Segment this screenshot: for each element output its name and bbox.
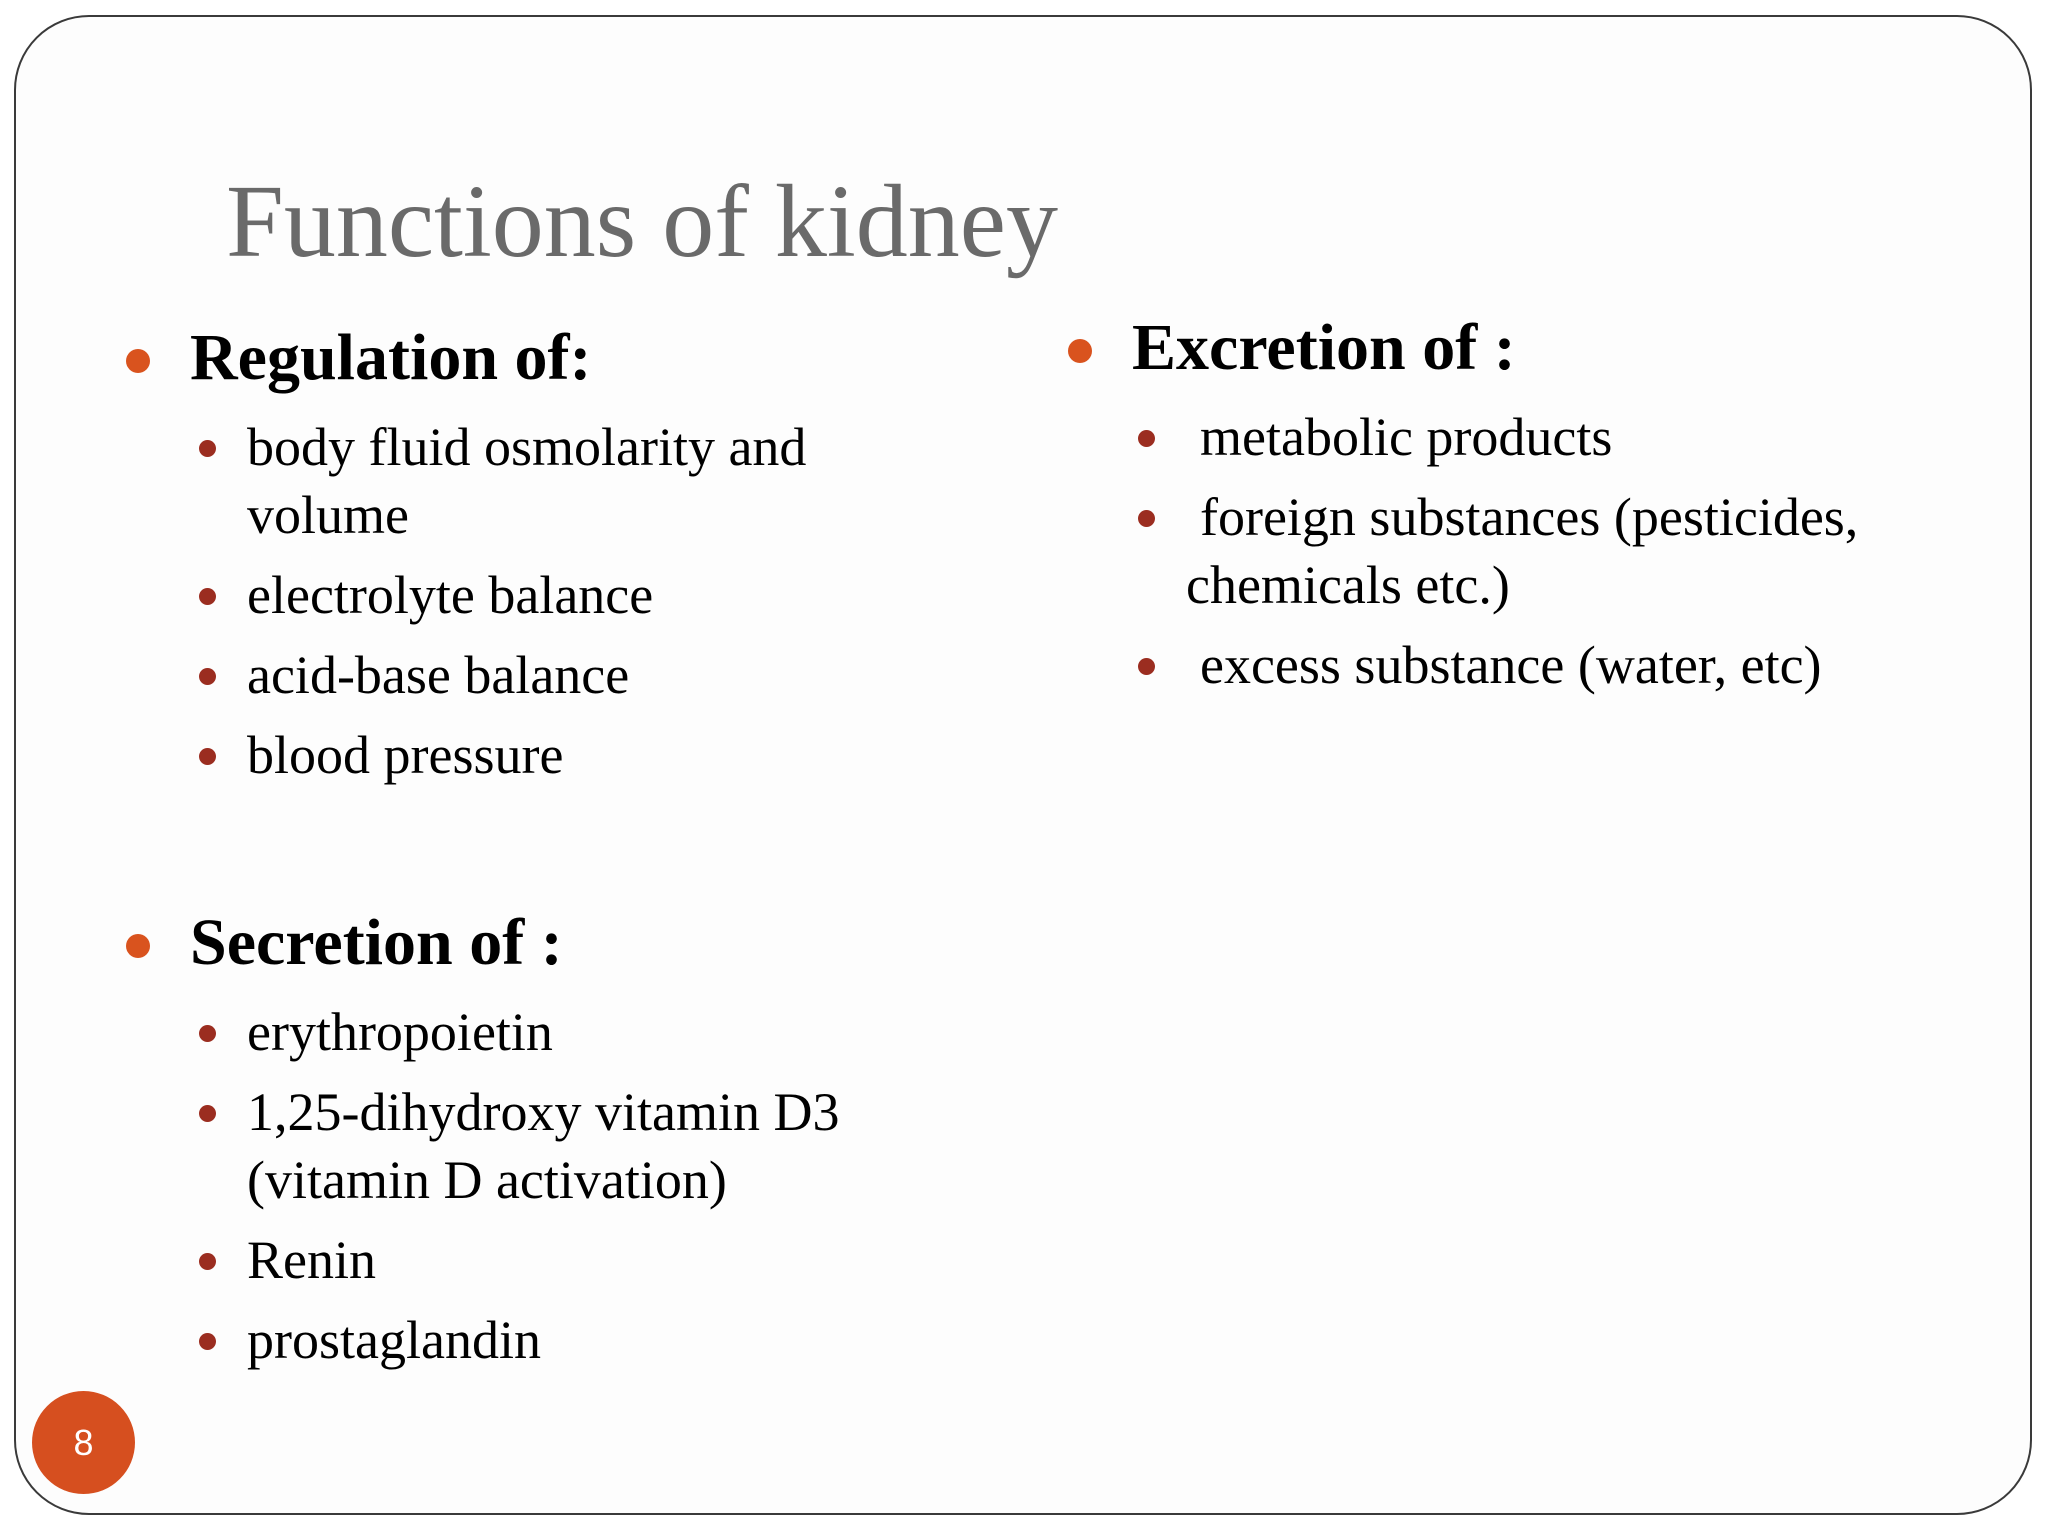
page-number-badge: 8 bbox=[32, 1391, 135, 1494]
excretion-list bbox=[1138, 403, 1858, 699]
list-item: foreign substances (pesticides, chemicals etc.) bbox=[1138, 483, 1858, 619]
list-item: electrolyte balance bbox=[199, 561, 806, 629]
list-item: 1,25-dihydroxy vitamin D3 (vitamin D activation) bbox=[199, 1078, 839, 1214]
sub-bullet-icon bbox=[199, 668, 216, 685]
sub-bullet-icon bbox=[1138, 658, 1155, 675]
list-item: acid-base balance bbox=[199, 641, 806, 709]
bullet-icon bbox=[1068, 339, 1092, 363]
slide-title: Functions of kidney bbox=[226, 164, 1058, 279]
list-item: Renin bbox=[199, 1226, 839, 1294]
sub-bullet-icon bbox=[199, 1253, 216, 1270]
list-item: prostaglandin bbox=[199, 1306, 839, 1374]
regulation-heading: Regulation of: bbox=[190, 321, 592, 394]
regulation-heading-item bbox=[126, 321, 806, 394]
excretion-heading: Excretion of : bbox=[1132, 311, 1516, 384]
sub-bullet-icon bbox=[199, 1333, 216, 1350]
regulation-list bbox=[199, 413, 806, 789]
secretion-heading-item bbox=[126, 906, 839, 979]
bullet-icon bbox=[126, 934, 150, 958]
sub-bullet-icon bbox=[1138, 430, 1155, 447]
sub-bullet-icon bbox=[199, 440, 216, 457]
list-item: excess substance (water, etc) bbox=[1138, 631, 1858, 699]
list-item: body fluid osmolarity and volume bbox=[199, 413, 806, 549]
list-item: blood pressure bbox=[199, 721, 806, 789]
list-item: erythropoietin bbox=[199, 998, 839, 1066]
secretion-list bbox=[199, 998, 839, 1374]
sub-bullet-icon bbox=[199, 1105, 216, 1122]
bullet-icon bbox=[126, 349, 150, 373]
secretion-section bbox=[126, 906, 840, 1374]
sub-bullet-icon bbox=[199, 1025, 216, 1042]
list-item: metabolic products bbox=[1138, 403, 1858, 471]
sub-bullet-icon bbox=[199, 588, 216, 605]
secretion-heading: Secretion of : bbox=[190, 906, 563, 979]
sub-bullet-icon bbox=[1138, 510, 1155, 527]
sub-bullet-icon bbox=[199, 748, 216, 765]
excretion-section bbox=[1068, 311, 1859, 699]
excretion-heading-item bbox=[1068, 311, 1858, 384]
regulation-section bbox=[126, 321, 807, 789]
